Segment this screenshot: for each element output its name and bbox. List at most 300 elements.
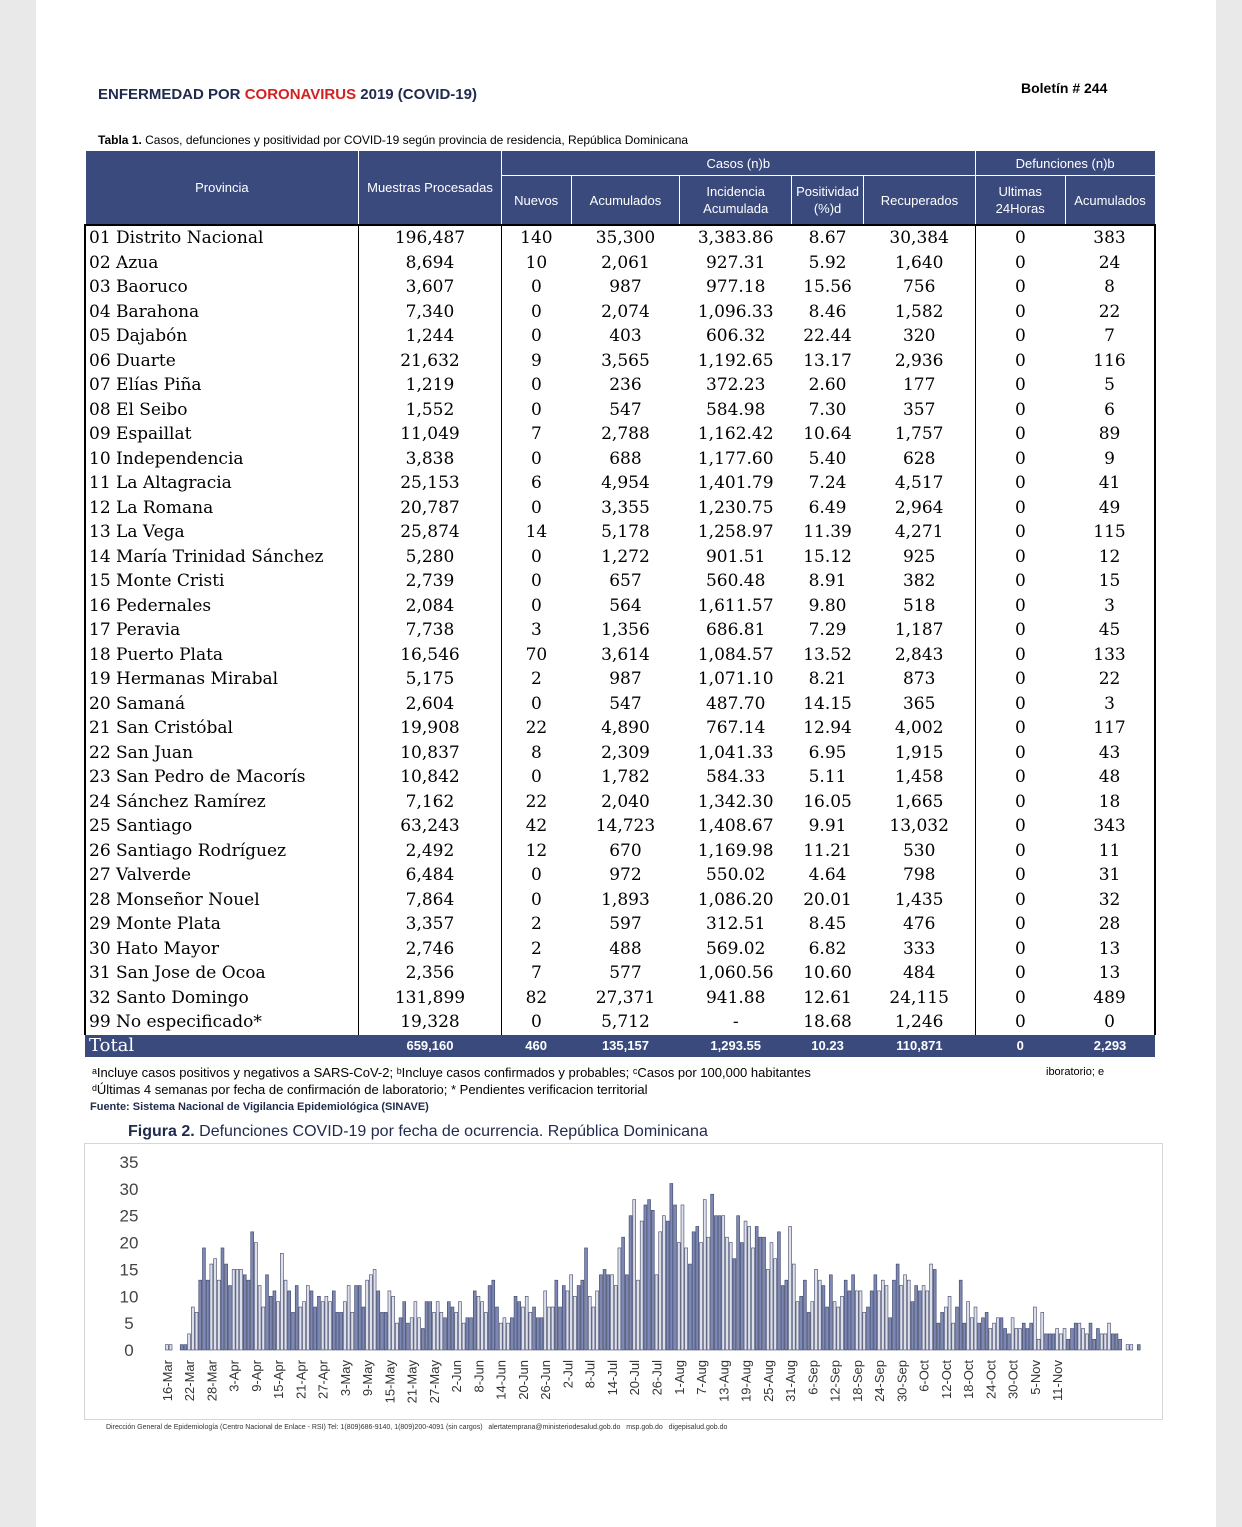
death-bar xyxy=(254,1243,257,1350)
footnote-line-1: ᵃIncluye casos positivos y negativos a SARS-CoV-2; ᵇIncluye casos confirmados y probables; ᶜCasos por 100,000 habitantes xyxy=(92,1065,811,1080)
table-row xyxy=(85,618,1155,643)
cell-nuevos: 2 xyxy=(530,938,542,959)
death-bar xyxy=(273,1291,276,1350)
cell-muestras: 7,864 xyxy=(359,888,501,913)
x-tick-label: 27-Apr xyxy=(315,1360,331,1400)
cell-incidencia: 1,162.42 xyxy=(697,424,774,445)
cell-muestras: 1,552 xyxy=(359,398,501,423)
cell-def-acumulados: 31 xyxy=(1065,863,1155,888)
cell-positividad: 7.30 xyxy=(808,399,847,420)
death-bar xyxy=(440,1312,443,1350)
x-tick-label: 20-Jul xyxy=(627,1360,643,1396)
x-tick-label: 18-Oct xyxy=(961,1360,977,1400)
cell-muestras: 2,739 xyxy=(359,569,501,594)
cell-recuperados: 2,843 xyxy=(864,643,976,668)
x-tick-label: 15-Apr xyxy=(271,1360,287,1400)
death-bar xyxy=(996,1318,999,1350)
cell-incidencia: 584.98 xyxy=(705,399,766,420)
cell-nuevos: 0 xyxy=(530,865,542,886)
death-bar xyxy=(803,1280,806,1350)
cell-nuevos: 0 xyxy=(530,277,542,298)
table-row xyxy=(85,1010,1155,1035)
cell-muestras: 1,244 xyxy=(359,324,501,349)
cell-nuevos: 22 xyxy=(525,791,548,812)
cell-acumulados: 35,300 xyxy=(571,225,680,251)
death-bar xyxy=(614,1286,617,1350)
total-cell-acumulados: 135,157 xyxy=(571,1035,680,1057)
cell-recuperados: 357 xyxy=(864,398,976,423)
death-bar xyxy=(718,1216,721,1350)
death-bar xyxy=(993,1323,996,1350)
death-bar xyxy=(488,1286,491,1350)
table-total-row xyxy=(85,1035,1155,1057)
cell-recuperados: 13,032 xyxy=(864,814,976,839)
x-tick-label: 14-Jun xyxy=(493,1360,509,1400)
death-bar xyxy=(722,1216,725,1350)
death-bar xyxy=(807,1312,810,1350)
cell-muestras: 2,604 xyxy=(359,692,501,717)
x-tick-label: 11-Nov xyxy=(1050,1360,1066,1401)
death-bar xyxy=(280,1253,283,1350)
cell-provincia: 23 San Pedro de Macorís xyxy=(85,765,359,790)
cell-incidencia: 1,071.10 xyxy=(697,669,774,690)
cell-provincia: 29 Monte Plata xyxy=(85,912,359,937)
cell-acumulados: 670 xyxy=(609,840,642,861)
col-header-acumulados: Acumulados xyxy=(571,176,680,226)
cell-muestras: 7,738 xyxy=(359,618,501,643)
death-bar xyxy=(818,1280,821,1350)
death-bar xyxy=(351,1312,354,1350)
cell-positividad: 6.95 xyxy=(808,742,847,763)
cell-def-acumulados: 5 xyxy=(1065,373,1155,398)
cell-muestras: 131,899 xyxy=(359,986,501,1011)
cell-def-acumulados: 13 xyxy=(1065,937,1155,962)
x-tick-label: 3-Apr xyxy=(226,1360,242,1392)
death-bar xyxy=(180,1345,183,1350)
death-bar xyxy=(941,1312,944,1350)
cell-positividad: 11.39 xyxy=(803,522,852,543)
cell-positividad: 15.12 xyxy=(803,546,852,567)
x-tick-label: 12-Oct xyxy=(938,1360,954,1400)
table-row xyxy=(85,986,1155,1011)
death-bar xyxy=(948,1296,951,1350)
death-bar xyxy=(522,1307,525,1350)
cell-provincia: 26 Santiago Rodríguez xyxy=(85,839,359,864)
death-bar xyxy=(815,1269,818,1350)
table-row xyxy=(85,300,1155,325)
cell-def-acumulados: 3 xyxy=(1065,692,1155,717)
cell-acumulados: 14,723 xyxy=(595,816,656,837)
death-bar xyxy=(685,1248,688,1350)
cell-nuevos: 0 xyxy=(530,767,542,788)
y-tick-label: 0 xyxy=(124,1341,134,1360)
death-bar xyxy=(855,1291,858,1350)
cell-nuevos: 0 xyxy=(530,1012,542,1033)
death-bar xyxy=(458,1302,461,1350)
death-bar xyxy=(206,1280,209,1350)
table-row xyxy=(85,961,1155,986)
col-header-incidencia: Incidencia Acumulada xyxy=(680,176,792,226)
death-bar xyxy=(310,1291,313,1350)
table-row xyxy=(85,398,1155,423)
col-header-ultimas: Ultimas 24Horas xyxy=(975,176,1065,226)
cell-positividad: 8.91 xyxy=(808,571,847,592)
cell-positividad: 8.45 xyxy=(808,914,847,935)
cell-provincia: 32 Santo Domingo xyxy=(85,986,359,1011)
col-header-provincia: Provincia xyxy=(85,151,359,226)
x-tick-label: 15-May xyxy=(382,1360,398,1404)
cell-acumulados: 488 xyxy=(609,938,642,959)
death-bar xyxy=(533,1307,536,1350)
cell-muestras: 5,175 xyxy=(359,667,501,692)
cell-nuevos: 0 xyxy=(530,399,542,420)
cell-nuevos: 22 xyxy=(525,718,548,739)
table-row xyxy=(85,790,1155,815)
col-header-muestras: Muestras Procesadas xyxy=(359,151,501,226)
table-row xyxy=(85,324,1155,349)
death-bar xyxy=(744,1221,747,1350)
death-bar xyxy=(892,1280,895,1350)
death-bar xyxy=(369,1275,372,1350)
cell-def-acumulados: 13 xyxy=(1065,961,1155,986)
death-bar xyxy=(1071,1329,1074,1350)
death-bar xyxy=(306,1286,309,1350)
cell-recuperados: 4,517 xyxy=(864,471,976,496)
cell-ultimas: 0 xyxy=(1015,375,1026,396)
death-bar xyxy=(985,1312,988,1350)
cell-recuperados: 476 xyxy=(864,912,976,937)
death-bar xyxy=(451,1307,454,1350)
table-row xyxy=(85,643,1155,668)
cell-ultimas: 0 xyxy=(1015,644,1026,665)
cell-incidencia: 901.51 xyxy=(705,546,766,567)
death-bar xyxy=(811,1302,814,1350)
cell-positividad: 15.56 xyxy=(803,277,852,298)
death-bar xyxy=(210,1264,213,1350)
death-bar xyxy=(570,1275,573,1350)
death-bar xyxy=(251,1232,254,1350)
cell-muestras: 7,162 xyxy=(359,790,501,815)
death-bar xyxy=(266,1275,269,1350)
death-bar xyxy=(1137,1345,1140,1350)
footnote-overflow: iboratorio; e xyxy=(1046,1066,1105,1078)
cell-positividad: 8.46 xyxy=(808,301,847,322)
death-bar xyxy=(547,1307,550,1350)
death-bar xyxy=(611,1275,614,1350)
death-bar xyxy=(188,1334,191,1350)
cell-muestras: 5,280 xyxy=(359,545,501,570)
death-bar xyxy=(688,1264,691,1350)
death-bar xyxy=(262,1307,265,1350)
death-bar xyxy=(751,1248,754,1350)
cell-acumulados: 1,893 xyxy=(601,889,650,910)
death-bar xyxy=(507,1323,510,1350)
death-bar xyxy=(1037,1339,1040,1350)
cell-positividad: 6.49 xyxy=(808,497,847,518)
y-tick-label: 30 xyxy=(119,1179,139,1199)
x-tick-label: 14-Jul xyxy=(605,1360,620,1396)
death-bar xyxy=(1030,1323,1033,1350)
death-bar xyxy=(503,1318,506,1350)
x-tick-label: 25-Aug xyxy=(760,1360,776,1402)
x-tick-label: 30-Oct xyxy=(1005,1360,1021,1400)
cell-acumulados: 3,614 xyxy=(601,644,650,665)
cell-muestras: 2,492 xyxy=(359,839,501,864)
death-bar xyxy=(202,1248,205,1350)
death-bar xyxy=(277,1302,280,1350)
cell-nuevos: 70 xyxy=(525,644,548,665)
death-bar xyxy=(355,1286,358,1350)
cell-nuevos: 82 xyxy=(525,987,548,1008)
cell-acumulados: 5,178 xyxy=(601,522,650,543)
x-tick-label: 19-Aug xyxy=(738,1360,754,1402)
x-tick-label: 7-Aug xyxy=(694,1360,709,1395)
death-bar xyxy=(696,1226,699,1350)
col-header-def-acumulados: Acumulados xyxy=(1065,176,1155,226)
cell-muestras: 7,340 xyxy=(359,300,501,325)
death-bar xyxy=(499,1323,502,1350)
cell-muestras: 8,694 xyxy=(359,251,501,276)
cell-provincia: 13 La Vega xyxy=(85,520,359,545)
cell-muestras: 11,049 xyxy=(359,422,501,447)
death-bar xyxy=(1119,1339,1122,1350)
death-bar xyxy=(956,1307,959,1350)
cell-positividad: 11.21 xyxy=(803,840,852,861)
cell-ultimas: 0 xyxy=(1015,473,1026,494)
cell-ultimas: 0 xyxy=(1015,718,1026,739)
cell-positividad: 6.82 xyxy=(808,938,847,959)
cell-incidencia: 1,230.75 xyxy=(697,497,774,518)
cell-provincia: 06 Duarte xyxy=(85,349,359,374)
death-bar xyxy=(1063,1329,1066,1350)
death-bar xyxy=(284,1280,287,1350)
cell-provincia: 12 La Romana xyxy=(85,496,359,521)
death-bar xyxy=(759,1237,762,1350)
death-bar xyxy=(1126,1345,1129,1350)
cell-provincia: 16 Pedernales xyxy=(85,594,359,619)
cell-provincia: 03 Baoruco xyxy=(85,275,359,300)
death-bar xyxy=(900,1286,903,1350)
x-tick-label: 30-Sep xyxy=(894,1360,910,1402)
death-bar xyxy=(674,1205,677,1350)
cell-positividad: 8.21 xyxy=(808,669,847,690)
death-bar xyxy=(1093,1339,1096,1350)
death-bar xyxy=(974,1307,977,1350)
death-bar xyxy=(299,1307,302,1350)
cell-incidencia: 1,258.97 xyxy=(697,522,774,543)
x-tick-label: 16-Mar xyxy=(159,1360,175,1402)
table-row xyxy=(85,814,1155,839)
cell-ultimas: 0 xyxy=(1015,889,1026,910)
cell-incidencia: 1,041.33 xyxy=(697,742,774,763)
death-bar xyxy=(952,1323,955,1350)
death-bar xyxy=(770,1243,773,1350)
cell-muestras: 19,328 xyxy=(359,1010,501,1035)
cell-provincia: 20 Samaná xyxy=(85,692,359,717)
death-bar xyxy=(295,1286,298,1350)
table-row xyxy=(85,569,1155,594)
death-bar xyxy=(1074,1323,1077,1350)
cell-recuperados: 1,458 xyxy=(864,765,976,790)
cell-ultimas: 0 xyxy=(1015,1012,1026,1033)
death-bar xyxy=(800,1296,803,1350)
cell-acumulados: 2,788 xyxy=(601,424,650,445)
cell-provincia: 15 Monte Cristi xyxy=(85,569,359,594)
cell-muestras: 196,487 xyxy=(359,225,501,251)
cell-def-acumulados: 89 xyxy=(1065,422,1155,447)
death-bar xyxy=(455,1312,458,1350)
cell-def-acumulados: 18 xyxy=(1065,790,1155,815)
death-bar xyxy=(785,1280,788,1350)
death-bar xyxy=(358,1286,361,1350)
death-bar xyxy=(852,1275,855,1350)
cell-ultimas: 0 xyxy=(1015,448,1026,469)
death-bar xyxy=(625,1275,628,1350)
cell-def-acumulados: 0 xyxy=(1065,1010,1155,1035)
cell-recuperados: 333 xyxy=(864,937,976,962)
death-bar xyxy=(418,1318,421,1350)
cell-positividad: 5.92 xyxy=(808,252,847,273)
table-caption: Tabla 1. Casos, defunciones y positividad por COVID-19 según provincia de residencia, República Dominicana xyxy=(98,133,689,147)
death-bar xyxy=(317,1296,320,1350)
cell-muestras: 1,219 xyxy=(359,373,501,398)
cell-ultimas: 0 xyxy=(1015,669,1026,690)
death-bar xyxy=(700,1243,703,1350)
death-bar xyxy=(1078,1323,1081,1350)
cell-ultimas: 0 xyxy=(1015,546,1026,567)
cell-def-acumulados: 133 xyxy=(1065,643,1155,668)
cell-provincia: 05 Dajabón xyxy=(85,324,359,349)
cell-def-acumulados: 45 xyxy=(1065,618,1155,643)
cell-def-acumulados: 115 xyxy=(1065,520,1155,545)
death-bar xyxy=(388,1291,391,1350)
cell-nuevos: 14 xyxy=(525,522,548,543)
death-bar xyxy=(737,1216,740,1350)
death-bar xyxy=(1056,1329,1059,1350)
cell-recuperados: 1,582 xyxy=(864,300,976,325)
table-row xyxy=(85,716,1155,741)
cell-incidencia: 1,401.79 xyxy=(697,473,774,494)
death-bar xyxy=(703,1200,706,1350)
cell-provincia: 11 La Altagracia xyxy=(85,471,359,496)
cell-nuevos: 8 xyxy=(530,742,542,763)
col-header-positividad: Positividad (%)d xyxy=(792,176,864,226)
table-row xyxy=(85,275,1155,300)
cell-ultimas: 0 xyxy=(975,225,1065,251)
total-cell-ultimas: 0 xyxy=(975,1035,1065,1057)
cell-positividad: 13.17 xyxy=(803,350,852,371)
cell-acumulados: 2,074 xyxy=(601,301,650,322)
death-bar xyxy=(347,1286,350,1350)
death-bar xyxy=(303,1302,306,1350)
cell-muestras: 10,837 xyxy=(359,741,501,766)
death-bar xyxy=(269,1296,272,1350)
death-bar xyxy=(670,1183,673,1350)
cell-incidencia: 550.02 xyxy=(705,865,766,886)
cell-nuevos: 0 xyxy=(530,375,542,396)
x-tick-label: 12-Sep xyxy=(827,1360,843,1402)
table-row xyxy=(85,888,1155,913)
death-bar xyxy=(373,1269,376,1350)
death-bar xyxy=(492,1280,495,1350)
cell-incidencia: 941.88 xyxy=(705,987,766,1008)
death-bar xyxy=(662,1216,665,1350)
cell-recuperados: 873 xyxy=(864,667,976,692)
cell-ultimas: 0 xyxy=(1015,522,1026,543)
death-bar xyxy=(191,1307,194,1350)
death-bar xyxy=(1022,1323,1025,1350)
x-tick-label: 6-Oct xyxy=(916,1360,932,1392)
death-bar xyxy=(585,1248,588,1350)
cell-recuperados: 365 xyxy=(864,692,976,717)
death-bar xyxy=(592,1307,595,1350)
death-bar xyxy=(651,1210,654,1350)
cell-nuevos: 0 xyxy=(530,693,542,714)
cell-positividad: 9.80 xyxy=(808,595,847,616)
cell-def-acumulados: 8 xyxy=(1065,275,1155,300)
cell-def-acumulados: 11 xyxy=(1065,839,1155,864)
cell-muestras: 3,357 xyxy=(359,912,501,937)
cell-ultimas: 0 xyxy=(1015,963,1026,984)
cell-incidencia: 686.81 xyxy=(705,620,766,641)
y-tick-label: 25 xyxy=(119,1206,139,1226)
x-tick-label: 26-Jul xyxy=(649,1360,665,1396)
cell-def-acumulados: 43 xyxy=(1065,741,1155,766)
death-bar xyxy=(510,1318,513,1350)
cell-recuperados: 2,936 xyxy=(864,349,976,374)
cell-def-acumulados: 343 xyxy=(1065,814,1155,839)
cell-positividad: 12.94 xyxy=(803,718,852,739)
cell-muestras: 20,787 xyxy=(359,496,501,521)
cell-muestras: 3,607 xyxy=(359,275,501,300)
cell-muestras: 2,084 xyxy=(359,594,501,619)
cell-ultimas: 0 xyxy=(1015,987,1026,1008)
cell-muestras: 10,842 xyxy=(359,765,501,790)
table-row xyxy=(85,349,1155,374)
cell-incidencia: 584.33 xyxy=(705,767,766,788)
x-tick-label: 18-Sep xyxy=(849,1360,865,1402)
cell-positividad: 5.40 xyxy=(808,448,847,469)
death-bar xyxy=(963,1323,966,1350)
cell-def-acumulados: 49 xyxy=(1065,496,1155,521)
death-bar xyxy=(848,1291,851,1350)
col-group-casos: Casos (n)b xyxy=(501,151,975,176)
death-bar xyxy=(421,1329,424,1350)
total-label: Total xyxy=(85,1035,359,1057)
deaths-bar-chart-svg xyxy=(85,1144,1162,1419)
death-bar xyxy=(978,1323,981,1350)
death-bar xyxy=(707,1237,710,1350)
death-bar xyxy=(618,1248,621,1350)
death-bar xyxy=(221,1248,224,1350)
death-bar xyxy=(822,1286,825,1350)
death-bar xyxy=(1004,1329,1007,1350)
title-red-word: CORONAVIRUS xyxy=(244,86,357,103)
cell-nuevos: 7 xyxy=(530,424,542,445)
death-bar xyxy=(581,1280,584,1350)
table-row xyxy=(85,692,1155,717)
bulletin-number: Boletín # 244 xyxy=(1021,80,1108,96)
death-bar xyxy=(874,1275,877,1350)
death-bar xyxy=(889,1318,892,1350)
cell-acumulados: 597 xyxy=(609,914,642,935)
cell-provincia: 30 Hato Mayor xyxy=(85,937,359,962)
death-bar xyxy=(1111,1334,1114,1350)
cell-positividad: 20.01 xyxy=(803,889,852,910)
death-bar xyxy=(911,1302,914,1350)
cell-incidencia: 1,342.30 xyxy=(697,791,774,812)
death-bar xyxy=(729,1243,732,1350)
